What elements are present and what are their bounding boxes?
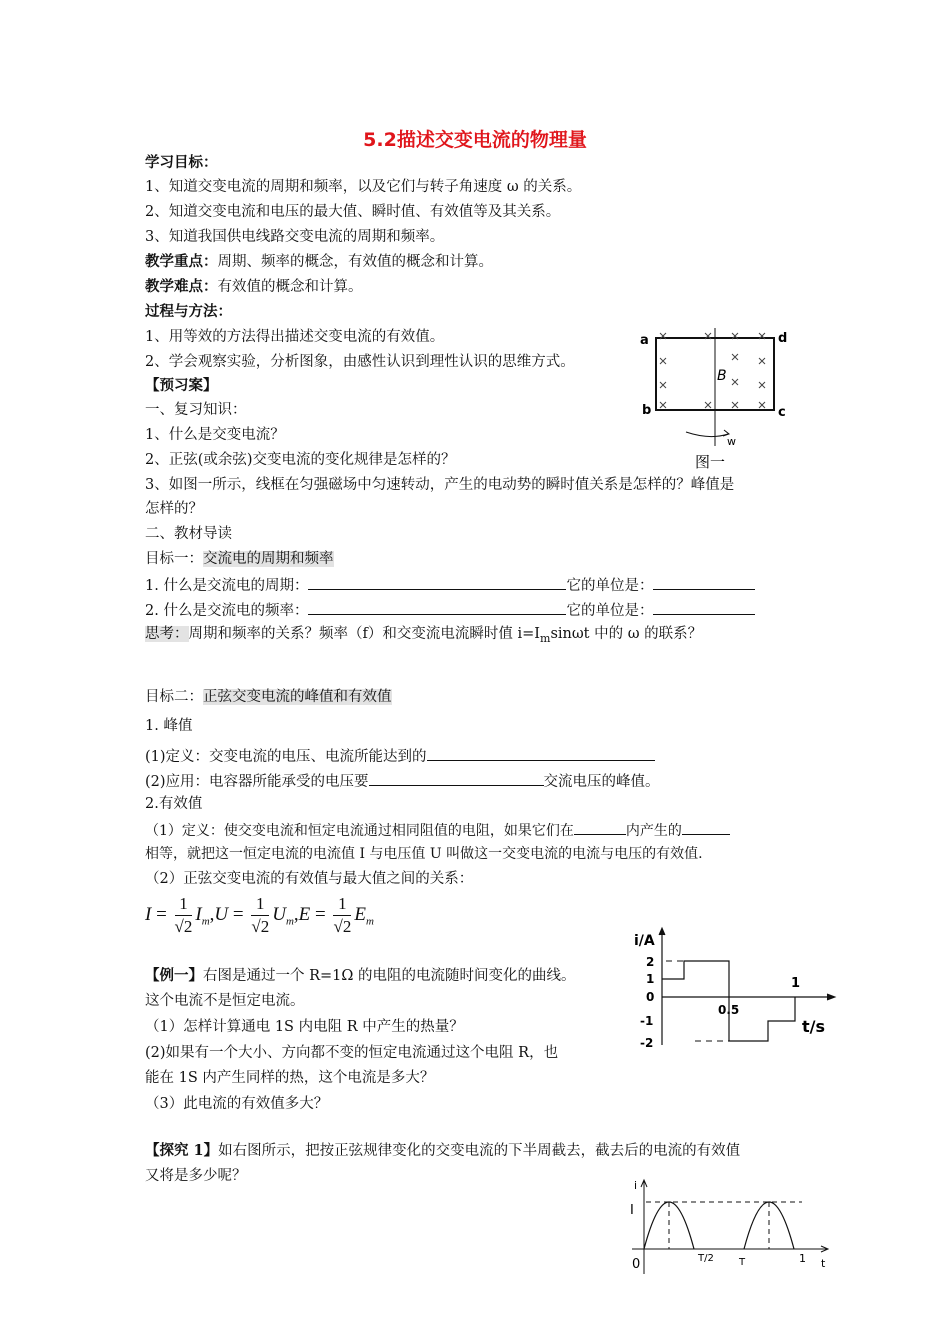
goal2-title: 正弦交变电流的峰值和有效值	[203, 689, 392, 705]
goal1-title: 交流电的周期和频率	[203, 551, 334, 567]
difficulty-label: 教学难点：	[145, 278, 218, 295]
tick-1-label: 1	[799, 1252, 806, 1265]
review-q1: 1、什么是交变电流？	[145, 427, 285, 443]
formula-symbol: I	[145, 903, 152, 925]
difficulty-text: 有效值的概念和计算。	[217, 279, 363, 295]
page-title: 5.2描述交变电流的物理量	[363, 129, 587, 151]
formula-comma: ,	[209, 903, 215, 925]
formula-symbol: I	[195, 903, 202, 925]
example1-q3: （3）此电流的有效值多大？	[145, 1096, 329, 1112]
fraction	[175, 893, 193, 938]
field-crosses	[660, 333, 765, 408]
review-q3-cont: 怎样的？	[145, 501, 203, 517]
key-points-label: 教学重点：	[145, 253, 218, 270]
guide-heading: 二、教材导读	[145, 526, 232, 542]
goal2-label: 目标二：	[145, 689, 203, 705]
answer-blank	[682, 819, 730, 835]
corner-a: a	[640, 333, 649, 348]
x-axis-arrow	[827, 994, 835, 1000]
think-text: 周期和频率的关系？频率（f）和交变流电流瞬时值 i=I	[188, 626, 540, 642]
y-axis-label: i/A	[634, 933, 655, 949]
fraction-num: 1	[333, 893, 351, 916]
formula-comma: ,	[293, 903, 299, 925]
review-heading: 一、复习知识：	[145, 402, 247, 418]
key-points	[145, 252, 493, 272]
peak-heading: 1. 峰值	[145, 718, 193, 734]
unit-label: 它的单位是：	[566, 603, 654, 619]
review-q2: 2、正弦(或余弦)交变电流的变化规律是怎样的？	[145, 452, 456, 468]
y-axis-arrow	[659, 928, 665, 935]
half-wave-graph	[622, 1177, 832, 1277]
goal1-q2-text: 2. 什么是交流电的频率：	[145, 603, 309, 619]
field-label: B	[717, 368, 727, 384]
answer-blank	[427, 745, 655, 761]
y-tick-0: 0	[646, 990, 655, 1004]
answer-blank	[574, 819, 626, 835]
process-item-1: 1、用等效的方法得出描述交变电流的有效值。	[145, 329, 445, 345]
think-end: sinωt 中的 ω 的联系？	[550, 626, 703, 642]
example1-q2: (2)如果有一个大小、方向都不变的恒定电流通过这个电阻 R，也	[145, 1045, 559, 1061]
formula-eq: =	[315, 903, 326, 925]
formula-symbol: E	[298, 903, 311, 925]
goal1-q2	[145, 599, 755, 621]
period-label: T	[739, 1257, 746, 1268]
process-item-2: 2、学会观察实验，分析图象，由感性认识到理性认识的思维方式。	[145, 354, 575, 370]
answer-blank	[369, 770, 544, 786]
peak-def-text: (1)定义：交变电流的电压、电流所能达到的	[145, 749, 427, 765]
fraction	[251, 893, 269, 938]
think-label: 思考：	[145, 626, 189, 642]
fraction-den: √2	[174, 917, 193, 936]
goal2-heading	[145, 687, 392, 707]
formula-symbol: E	[354, 903, 366, 925]
goal1-heading	[145, 549, 334, 569]
corner-b: b	[642, 403, 652, 418]
x-axis-label: t	[821, 1257, 826, 1270]
answer-blank	[308, 574, 566, 590]
fraction	[333, 893, 351, 938]
formula-eq: =	[232, 903, 244, 925]
example1-text: 右图是通过一个 R=1Ω 的电阻的电流随时间变化的曲线。	[203, 968, 576, 984]
coil-figure	[638, 326, 798, 476]
example1-line1	[145, 966, 576, 986]
guide-lines	[666, 961, 729, 1041]
goals-heading: 学习目标：	[145, 154, 218, 171]
goal1-label: 目标一：	[145, 551, 203, 567]
answer-blank	[653, 574, 755, 590]
peak-application	[145, 770, 660, 792]
formula-sub: m	[365, 915, 374, 928]
example1-label: 【例一】	[145, 967, 203, 984]
think-sub: m	[540, 631, 551, 645]
explore1-line2: 又将是多少呢？	[145, 1168, 247, 1184]
x-tick-0.5: 0.5	[718, 1003, 740, 1017]
fraction-num: 1	[251, 893, 269, 916]
rotation-arrow	[686, 432, 728, 437]
formula-sub: m	[285, 915, 294, 928]
y-tick-2: 2	[646, 955, 655, 969]
formula-symbol: U	[214, 903, 229, 925]
review-q3: 3、如图一所示，线框在匀强磁场中匀速转动，产生的电动势的瞬时值关系是怎样的？峰值是	[145, 477, 735, 493]
fraction-den: √2	[333, 917, 352, 936]
peak-app-end: 交流电压的峰值。	[543, 774, 660, 790]
fraction-num: 1	[175, 893, 193, 916]
x-tick-1: 1	[791, 976, 801, 991]
rms-heading: 2.有效值	[145, 796, 203, 812]
goal1-q1	[145, 574, 755, 596]
rms-formula	[145, 893, 374, 938]
rms-definition	[145, 819, 730, 841]
y-tick-1: 1	[646, 972, 655, 986]
omega-label: w	[727, 435, 736, 448]
peak-definition	[145, 745, 655, 767]
formula-symbol: U	[272, 903, 286, 925]
fraction-den: √2	[251, 917, 270, 936]
rms-definition-cont: 相等，就把这一恒定电流的电流值 I 与电压值 U 叫做这一交变电流的电流与电压的有效值.	[145, 846, 703, 862]
formula-eq: =	[156, 903, 167, 925]
rms-def-a: （1）定义：使交变电流和恒定电流通过相同阻值的电阻，如果它们在	[145, 823, 574, 839]
explore1-label: 【探究 1】	[145, 1142, 219, 1159]
corner-d: d	[778, 331, 788, 346]
example1-line2: 这个电流不是恒定电流。	[145, 993, 305, 1009]
peak-label: I	[630, 1203, 634, 1218]
x-axis-label: t/s	[802, 1017, 826, 1036]
goal1-q1-text: 1. 什么是交流电的周期：	[145, 578, 309, 594]
half-period-label: T/2	[698, 1253, 714, 1264]
peak-app-text: (2)应用：电容器所能承受的电压要	[145, 774, 369, 790]
goal-item-1: 1、知道交变电流的周期和频率，以及它们与转子角速度 ω 的关系。	[145, 179, 582, 195]
goal-item-3: 3、知道我国供电线路交变电流的周期和频率。	[145, 229, 445, 245]
corner-c: c	[778, 405, 786, 420]
preview-heading: 【预习案】	[145, 377, 218, 394]
rms-relation: （2）正弦交变电流的有效值与最大值之间的关系：	[145, 871, 474, 887]
figure1-caption: 图一	[695, 453, 726, 471]
unit-label: 它的单位是：	[566, 578, 654, 594]
current-step-graph	[632, 925, 842, 1055]
difficulty	[145, 277, 363, 297]
goal1-think	[145, 624, 702, 649]
rms-def-b: 内产生的	[625, 823, 682, 839]
goal-item-2: 2、知道交变电流和电压的最大值、瞬时值、有效值等及其关系。	[145, 204, 561, 220]
example1-q1: （1）怎样计算通电 1S 内电阻 R 中产生的热量？	[145, 1019, 464, 1035]
key-points-text: 周期、频率的概念，有效值的概念和计算。	[217, 254, 493, 270]
y-axis-label: i	[634, 1179, 638, 1192]
example1-q2-cont: 能在 1S 内产生同样的热，这个电流是多大？	[145, 1070, 435, 1086]
process-heading: 过程与方法：	[145, 303, 232, 320]
answer-blank	[653, 599, 755, 615]
answer-blank	[308, 599, 566, 615]
y-tick-neg2: -2	[640, 1036, 654, 1050]
explore1-text: 如右图所示，把按正弦规律变化的交变电流的下半周截去，截去后的电流的有效值	[218, 1143, 741, 1159]
explore1-line1	[145, 1141, 740, 1161]
formula-sub: m	[201, 915, 210, 928]
origin-label: 0	[632, 1257, 641, 1272]
y-tick-neg1: -1	[640, 1014, 654, 1028]
